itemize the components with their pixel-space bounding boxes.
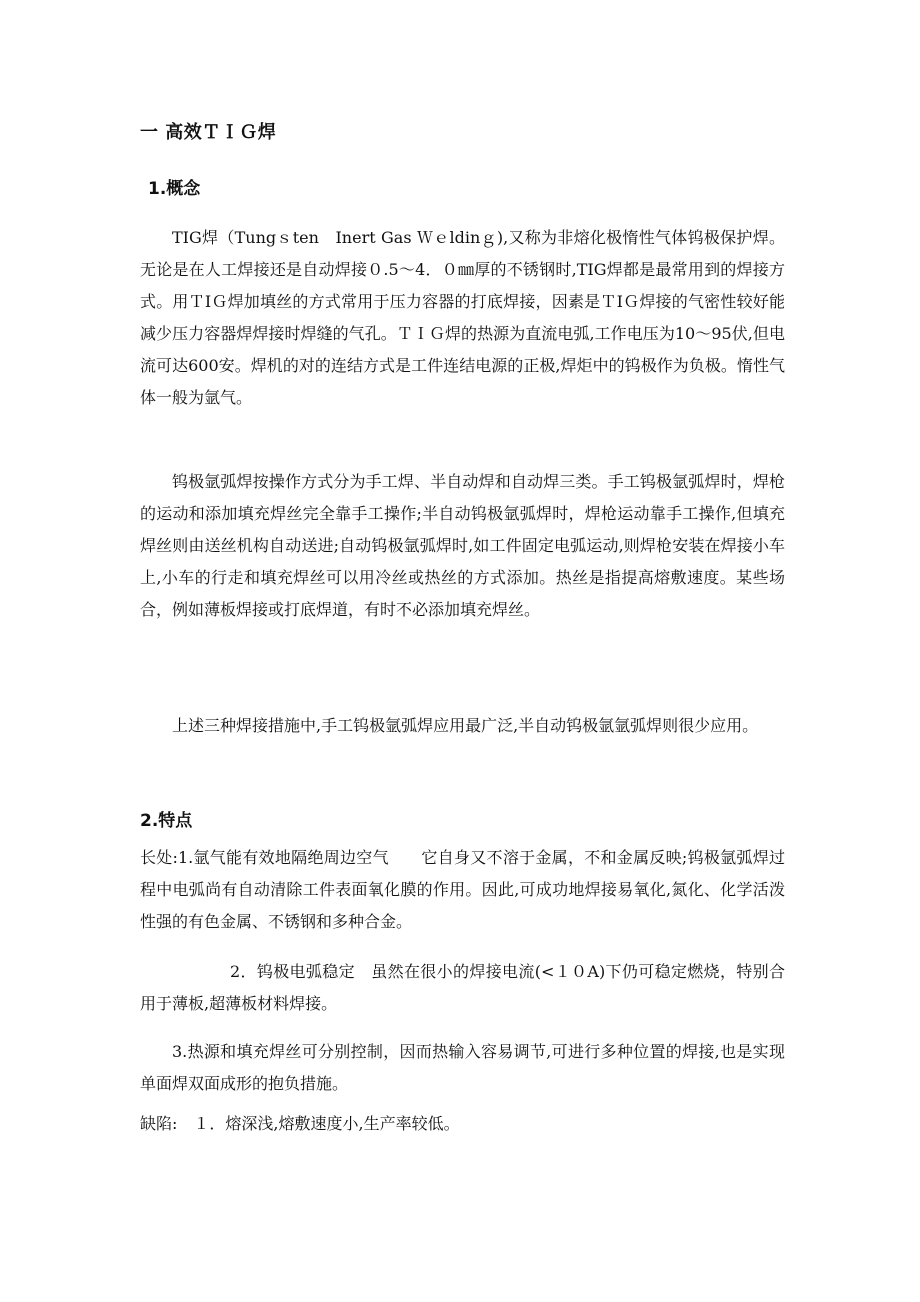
paragraph-advantage-2: 2．钨极电弧稳定 虽然在很小的焊接电流(<１０A)下仍可稳定燃烧，特别合用于薄板,超薄板材料焊接。	[140, 962, 785, 1013]
paragraph-operation-types: 钨极氩弧焊按操作方式分为手工焊、半自动焊和自动焊三类。手工钨极氩弧焊时，焊枪的运动和添加填充焊丝完全靠手工操作;半自动钨极氩弧焊时，焊枪运动靠手工操作,但填充焊丝则由送丝机构自动送进;自动钨极氩弧焊时,如工件固定电弧运动,则焊枪安装在焊接小车上,小车的行走和填充焊丝可以用冷丝或热丝的方式添加。热丝是指提高熔敷速度。某些场合，例如薄板焊接或打底焊道，有时不必添加填充焊丝。	[140, 472, 785, 619]
main-heading: 一 高效ＴＩＧ焊	[140, 122, 277, 143]
paragraph-advantage-3: 3.热源和填充焊丝可分别控制，因而热输入容易调节,可进行多种位置的焊接,也是实现单面焊双面成形的抱负措施。	[140, 1042, 785, 1093]
section-2-title: 2.特点	[140, 811, 193, 831]
paragraph-concept: TIG焊（Tungｓten Inert Gas Ｗｅldinｇ),又称为非熔化极惰性气体钨极保护焊。无论是在人工焊接还是自动焊接０.5～4．０㎜厚的不锈钢时,TIG焊都是最常用到的焊接方式。用ＴIＧ焊加填丝的方式常用于压力容器的打底焊接，因素是ＴIＧ焊接的气密性较好能减少压力容器焊焊接时焊缝的气孔。ＴＩＧ焊的热源为直流电弧,工作电压为10～95伏,但电流可达600安。焊机的对的连结方式是工件连结电源的正极,焊炬中的钨极作为负极。惰性气体一般为氩气。	[140, 228, 785, 407]
paragraph-advantage-1: 长处:1.氩气能有效地隔绝周边空气 它自身又不溶于金属，不和金属反映;钨极氩弧焊过程中电弧尚有自动清除工件表面氧化膜的作用。因此,可成功地焊接易氧化,氮化、化学活泼性强的有色金属、不锈钢和多种合金。	[140, 848, 785, 931]
section-1-title: 1.概念	[148, 179, 201, 199]
paragraph-application: 上述三种焊接措施中,手工钨极氩弧焊应用最广泛,半自动钨极氩氩弧焊则很少应用。	[172, 716, 759, 735]
paragraph-disadvantage: 缺陷: １．熔深浅,熔敷速度小,生产率较低。	[140, 1114, 460, 1133]
